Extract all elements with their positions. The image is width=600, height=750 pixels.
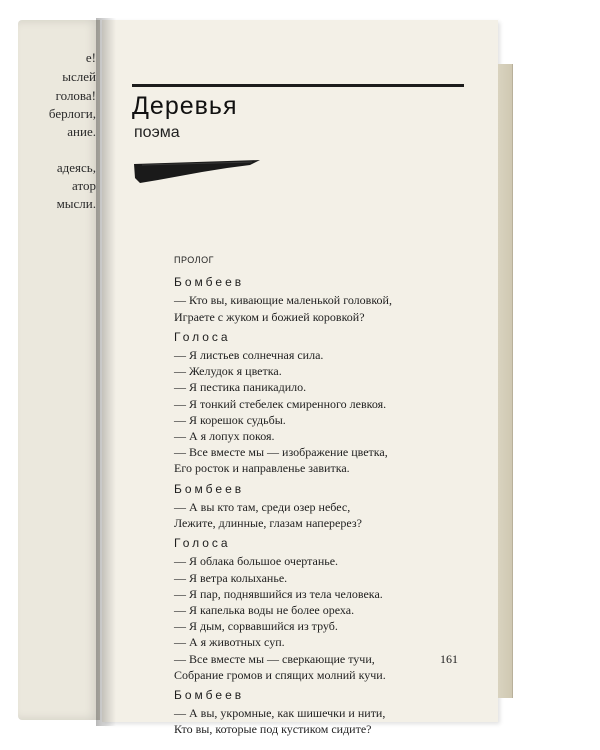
verse-line: — А я животных суп.	[174, 635, 285, 650]
verse-line: Его росток и направленье завитка.	[174, 461, 350, 476]
poem-title: Деревья	[132, 92, 238, 120]
verse-line: Кто вы, которые под кустиком сидите?	[174, 722, 372, 737]
verse-line: — Я облака большое очертанье.	[174, 554, 339, 569]
left-page-line: ание.	[67, 124, 96, 139]
left-page-line: голова!	[55, 88, 96, 103]
verse-line: — Я листьев солнечная сила.	[174, 348, 324, 363]
right-page	[102, 20, 498, 737]
verse-line: — Я пестика паникадило.	[174, 380, 307, 395]
page-number: 161	[440, 652, 458, 666]
left-page-line: адеясь,	[56, 160, 96, 175]
verse-line: — Я корешок судьбы.	[174, 412, 286, 427]
verse-line: — Кто вы, кивающие маленькой головкой,	[174, 293, 392, 308]
left-page-line: берлоги,	[48, 106, 96, 121]
verse-line: — Я ветра колыханье.	[174, 570, 288, 585]
poem-subtitle: поэма	[134, 124, 180, 141]
left-page-line: атор	[72, 178, 96, 193]
prolog-label: ПРОЛОГ	[174, 255, 214, 265]
speaker-name: Бомбеев	[174, 275, 245, 290]
top-rule	[132, 84, 464, 87]
book-gutter-shadow	[96, 18, 116, 726]
left-page-line: ыслей	[62, 69, 96, 84]
speaker-name: Голоса	[174, 536, 231, 551]
speaker-name: Бомбеев	[174, 481, 245, 496]
verse-line: Собрание громов и спящих молний кучи.	[174, 667, 386, 682]
left-page-line: мысли.	[56, 196, 96, 211]
verse-line: — Я тонкий стебелек смиренного левкоя.	[174, 396, 387, 411]
left-page-line: е!	[85, 50, 96, 65]
speaker-name: Голоса	[174, 329, 231, 344]
speaker-name: Бомбеев	[174, 688, 245, 703]
verse-line: — Я капелька воды не более ореха.	[174, 603, 355, 618]
left-page	[18, 20, 100, 720]
verse-line: — А я лопух покоя.	[174, 429, 275, 444]
verse-line: — Я пар, поднявшийся из тела человека.	[174, 586, 383, 601]
verse-line: — Я дым, сорвавшийся из труб.	[174, 619, 338, 634]
verse-line: — Желудок я цветка.	[174, 364, 282, 379]
verse-line: Играете с жуком и божией коровкой?	[174, 309, 365, 324]
verse-line: — А вы кто там, среди озер небес,	[174, 499, 351, 514]
book-page-edges	[498, 64, 513, 698]
brush-stroke-ornament	[132, 148, 262, 184]
verse-line: — Все вместе мы — изображение цветка,	[174, 445, 388, 460]
verse-line: — Все вместе мы — сверкающие тучи,	[174, 651, 375, 666]
verse-line: — А вы, укромные, как шишечки и нити,	[174, 706, 386, 721]
verse-line: Лежите, длинные, глазам наперерез?	[174, 516, 362, 531]
